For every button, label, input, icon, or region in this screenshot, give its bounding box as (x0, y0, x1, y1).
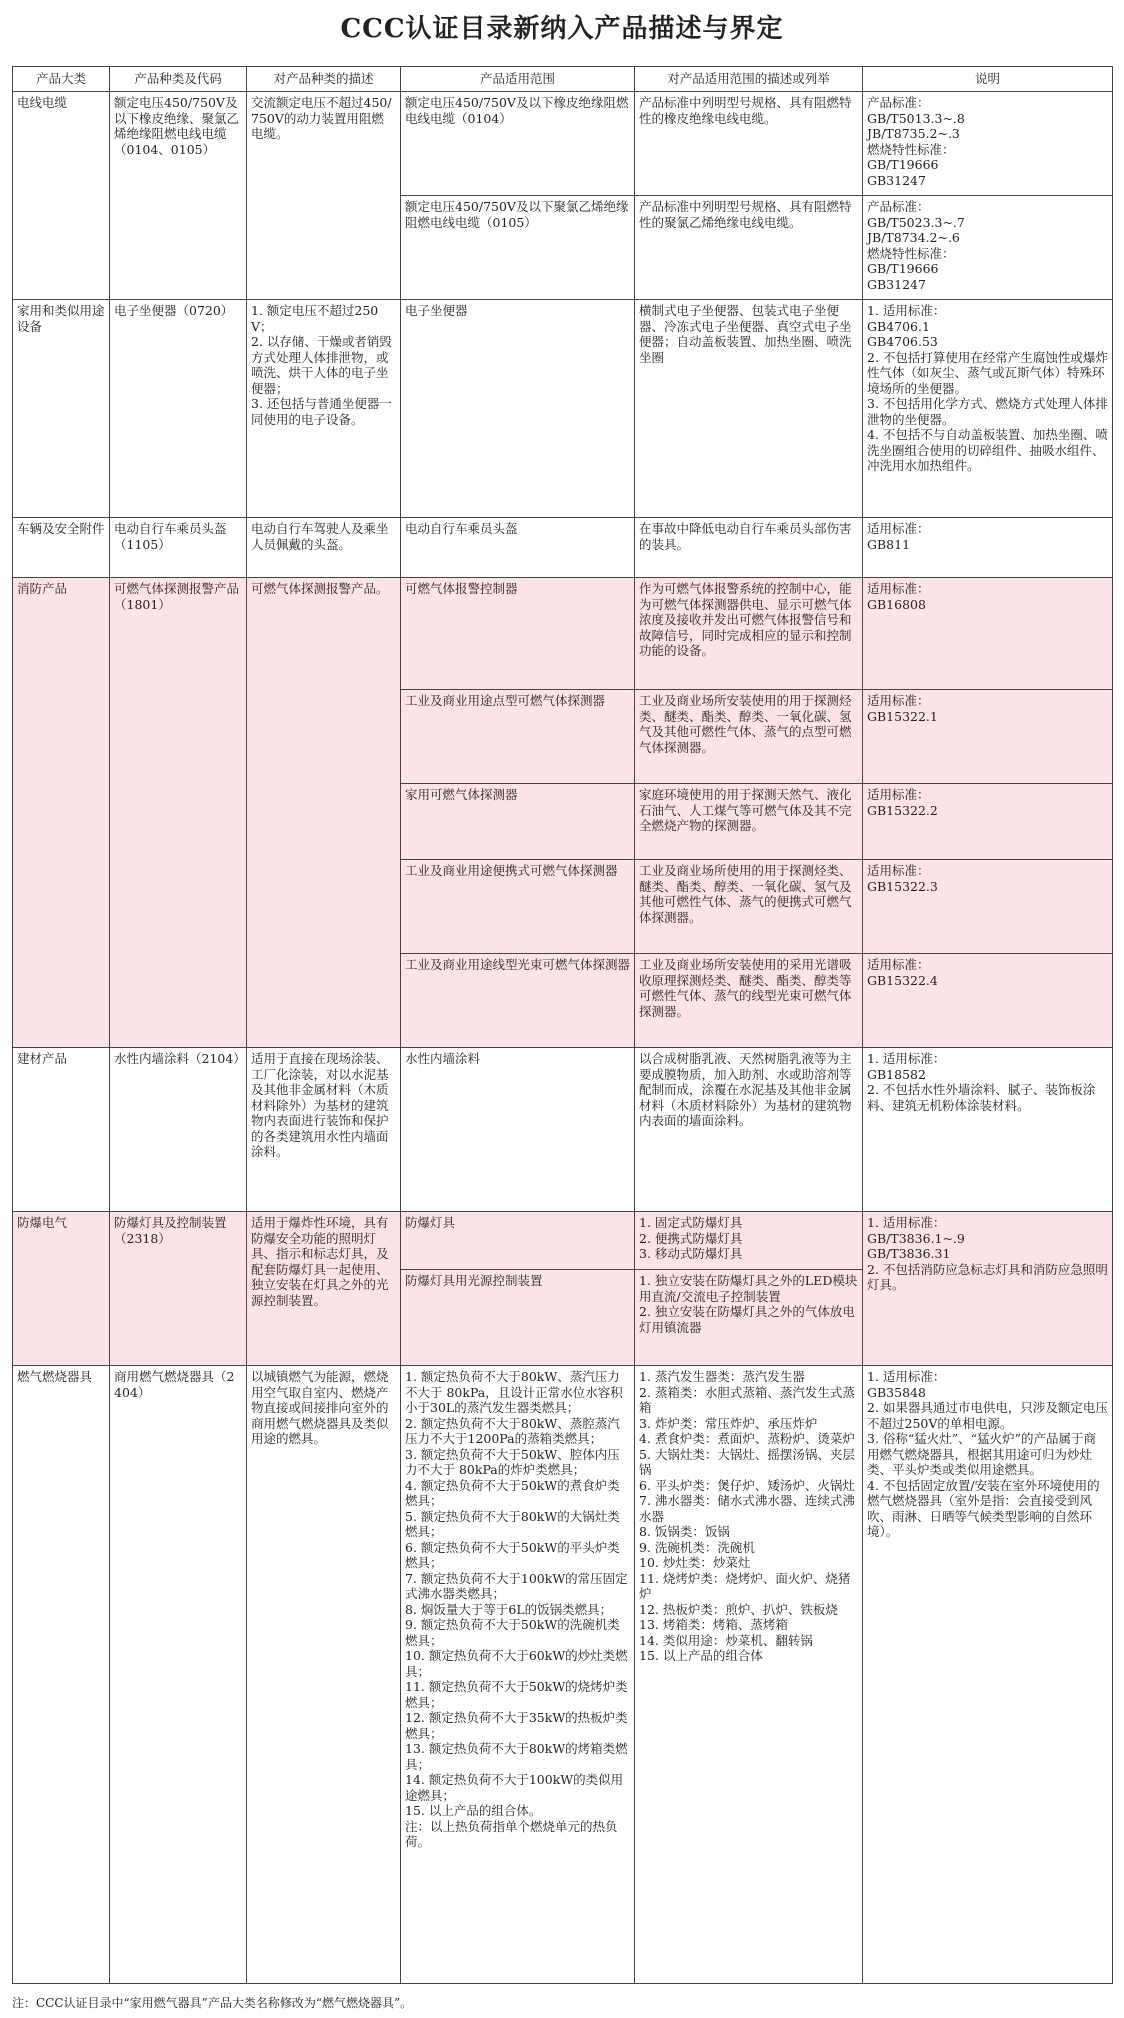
cell-category: 建材产品 (13, 1048, 110, 1212)
header-scope: 产品适用范围 (401, 67, 635, 92)
cell-scope-desc: 产品标准中列明型号规格、具有阻燃特性的聚氯乙烯绝缘电线电缆。 (635, 196, 863, 300)
cell-type-desc: 适用于爆炸性环境，具有防爆安全功能的照明灯具、指示和标志灯具，及配套防爆灯具一起使用、独立安装在灯具之外的光源控制装置。 (247, 1212, 401, 1366)
cell-category: 家用和类似用途设备 (13, 300, 110, 518)
page-title: CCC认证目录新纳入产品描述与界定 (340, 14, 784, 44)
cell-category: 电线电缆 (13, 92, 110, 300)
cell-scope: 防爆灯具 (401, 1212, 635, 1270)
cell-notes: 产品标准： GB/T5013.3~.8 JB/T8735.2~.3 燃烧特性标准： GB/T19666 GB31247 (863, 92, 1113, 196)
cell-scope: 额定电压450/750V及以下聚氯乙烯绝缘阻燃电线电缆（0105） (401, 196, 635, 300)
cell-scope: 电子坐便器 (401, 300, 635, 518)
cell-category: 防爆电气 (13, 1212, 110, 1366)
cell-scope: 工业及商业用途点型可燃气体探测器 (401, 690, 635, 784)
table-row (13, 1048, 1113, 1212)
table-row (13, 1212, 1113, 1270)
cell-type-desc: 电动自行车驾驶人及乘坐人员佩戴的头盔。 (247, 518, 401, 578)
cell-scope: 家用可燃气体探测器 (401, 784, 635, 860)
cell-type-code: 电动自行车乘员头盔（1105） (110, 518, 247, 578)
table-row (13, 92, 1113, 196)
footnote: 注：CCC认证目录中“家用燃气器具”产品大类名称修改为“燃气燃烧器具”。 (12, 1996, 413, 2010)
header-type-code: 产品种类及代码 (110, 67, 247, 92)
header-scope-desc: 对产品适用范围的描述或列举 (635, 67, 863, 92)
cell-notes: 1. 适用标准： GB18582 2. 不包括水性外墙涂料、腻子、装饰板涂料、建筑无机粉体涂装材料。 (863, 1048, 1113, 1212)
cell-scope-desc: 工业及商业场所安装使用的用于探测烃类、醚类、酯类、醇类、一氧化碳、氢气及其他可燃性气体、蒸气的点型可燃气体探测器。 (635, 690, 863, 784)
cell-scope: 防爆灯具用光源控制装置 (401, 1270, 635, 1366)
cell-scope-desc: 以合成树脂乳液、天然树脂乳液等为主要成膜物质，加入助剂、水或助溶剂等配制而成，涂覆在水泥基及其他非金属材料（木质材料除外）为基材的建筑物内表面的墙面涂料。 (635, 1048, 863, 1212)
cell-category: 车辆及安全附件 (13, 518, 110, 578)
cell-scope: 工业及商业用途线型光束可燃气体探测器 (401, 954, 635, 1048)
cell-scope-desc: 1. 独立安装在防爆灯具之外的LED模块用直流/交流电子控制装置 2. 独立安装在防爆灯具之外的气体放电灯用镇流器 (635, 1270, 863, 1366)
cell-type-desc: 交流额定电压不超过450/750V的动力装置用阻燃电缆。 (247, 92, 401, 300)
cell-type-desc: 以城镇燃气为能源，燃烧用空气取自室内、燃烧产物直接或间接排向室外的商用燃气燃烧器具及类似用途的燃具。 (247, 1366, 401, 1984)
cell-scope: 1. 额定热负荷不大于80kW、蒸汽压力不大于 80kPa，且设计正常水位水容积小于30L的蒸汽发生器类燃具； 2. 额定热负荷不大于80kW、蒸腔蒸汽压力不大于1200Pa的蒸箱类燃具； 3. 额定热负荷不大于50kW、腔体内压力不大于 80kPa的炸炉类燃具； 4. 额定热负荷不大于50kW的煮食炉类燃具； 5. 额定热负荷不大于80kW的大锅灶类燃具； 6. 额定热负荷不大于50kW的平头炉类燃具； 7. 额定热负荷不大于100kW的常压固定式沸水器类燃具； 8. 焖饭量大于等于6L的饭锅类燃具； 9. 额定热负荷不大于50kW的洗碗机类燃具； 10. 额定热负荷不大于60kW的炒灶类燃具； 11. 额定热负荷不大于50kW的烧烤炉类燃具； 12. 额定热负荷不大于35kW的热板炉类燃具； 13. 额定热负荷不大于80kW的烤箱类燃具； 14. 额定热负荷不大于100kW的类似用途燃具； 15. 以上产品的组合体。 注：以上热负荷指单个燃烧单元的热负荷。 (401, 1366, 635, 1984)
cell-category: 消防产品 (13, 578, 110, 1048)
header-type-desc: 对产品种类的描述 (247, 67, 401, 92)
cell-scope-desc: 工业及商业场所使用的用于探测烃类、醚类、酯类、醇类、一氧化碳、氢气及其他可燃性气体、蒸气的便携式可燃气体探测器。 (635, 860, 863, 954)
cell-scope-desc: 产品标准中列明型号规格、具有阻燃特性的橡皮绝缘电线电缆。 (635, 92, 863, 196)
cell-type-code: 可燃气体探测报警产品（1801） (110, 578, 247, 1048)
cell-scope: 额定电压450/750V及以下橡皮绝缘阻燃电线电缆（0104） (401, 92, 635, 196)
cell-notes: 1. 适用标准： GB/T3836.1~.9 GB/T3836.31 2. 不包括消防应急标志灯具和消防应急照明灯具。 (863, 1212, 1113, 1366)
cell-notes: 适用标准： GB16808 (863, 578, 1113, 690)
cell-category: 燃气燃烧器具 (13, 1366, 110, 1984)
cell-notes: 适用标准： GB15322.2 (863, 784, 1113, 860)
cell-type-code: 防爆灯具及控制装置（2318） (110, 1212, 247, 1366)
cell-scope-desc: 1. 蒸汽发生器类：蒸汽发生器 2. 蒸箱类：水胆式蒸箱、蒸汽发生式蒸箱 3. 炸炉类：常压炸炉、承压炸炉 4. 煮食炉类：煮面炉、蒸粉炉、烫菜炉 5. 大锅灶类：大锅灶、摇摆汤锅、夹层锅 6. 平头炉类：煲仔炉、矮汤炉、火锅灶 7. 沸水器类：储水式沸水器、连续式沸水器 8. 饭锅类：饭锅 9. 洗碗机类：洗碗机 10. 炒灶类：炒菜灶 11. 烧烤炉类：烧烤炉、面火炉、烧猪炉 12. 热板炉类：煎炉、扒炉、铁板烧 13. 烤箱类：烤箱、蒸烤箱 14. 类似用途：炒菜机、翻转锅 15. 以上产品的组合体 (635, 1366, 863, 1984)
cell-type-code: 电子坐便器（0720） (110, 300, 247, 518)
cell-scope: 水性内墙涂料 (401, 1048, 635, 1212)
cell-notes: 适用标准： GB15322.3 (863, 860, 1113, 954)
header-category: 产品大类 (13, 67, 110, 92)
header-notes: 说明 (863, 67, 1113, 92)
cell-notes: 1. 适用标准： GB35848 2. 如果器具通过市电供电，只涉及额定电压不超过250V的单相电源。 3. 俗称“猛火灶”、“猛火炉”的产品属于商用燃气燃烧器具，根据其用途可归为炒灶类、平头炉类或类似用途燃具。 4. 不包括固定放置/安装在室外环境使用的燃气燃烧器具（室外是指：会直接受到风吹、雨淋、日晒等气候类型影响的自然环境）。 (863, 1366, 1113, 1984)
cell-type-desc: 适用于直接在现场涂装、工厂化涂装，对以水泥基及其他非金属材料（木质材料除外）为基材的建筑物内表面进行装饰和保护的各类建筑用水性内墙面涂料。 (247, 1048, 401, 1212)
table-row (13, 1366, 1113, 1984)
table-row (13, 518, 1113, 578)
cell-scope: 工业及商业用途便携式可燃气体探测器 (401, 860, 635, 954)
cell-scope-desc: 在事故中降低电动自行车乘员头部伤害的装具。 (635, 518, 863, 578)
cell-notes: 适用标准： GB15322.1 (863, 690, 1113, 784)
cell-scope: 可燃气体报警控制器 (401, 578, 635, 690)
cell-notes: 1. 适用标准： GB4706.1 GB4706.53 2. 不包括打算使用在经常产生腐蚀性或爆炸性气体（如灰尘、蒸气或瓦斯气体）特殊环境场所的坐便器。 3. 不包括用化学方式、燃烧方式处理人体排泄物的坐便器。 4. 不包括不与自动盖板装置、加热坐圈、喷洗坐圈组合使用的切碎组件、抽吸水组件、冲洗用水加热组件。 (863, 300, 1113, 518)
cell-type-code: 水性内墙涂料（2104） (110, 1048, 247, 1212)
cell-notes: 产品标准： GB/T5023.3~.7 JB/T8734.2~.6 燃烧特性标准： GB/T19666 GB31247 (863, 196, 1113, 300)
cell-notes: 适用标准： GB811 (863, 518, 1113, 578)
table-header-row (13, 67, 1113, 92)
cell-scope-desc: 工业及商业场所安装使用的采用光谱吸收原理探测烃类、醚类、酯类、醇类等可燃性气体、蒸气的线型光束可燃气体探测器。 (635, 954, 863, 1048)
table-row (13, 578, 1113, 690)
table-row (13, 300, 1113, 518)
cell-type-code: 商用燃气燃烧器具（2404） (110, 1366, 247, 1984)
cell-type-desc: 1. 额定电压不超过250V； 2. 以存储、干燥或者销毁方式处理人体排泄物，或喷洗、烘干人体的电子坐便器； 3. 还包括与普通坐便器一同使用的电子设备。 (247, 300, 401, 518)
cell-scope-desc: 作为可燃气体报警系统的控制中心，能为可燃气体探测器供电、显示可燃气体浓度及接收并发出可燃气体报警信号和故障信号，同时完成相应的显示和控制功能的设备。 (635, 578, 863, 690)
cell-scope: 电动自行车乘员头盔 (401, 518, 635, 578)
cell-type-desc: 可燃气体探测报警产品。 (247, 578, 401, 1048)
cell-type-code: 额定电压450/750V及以下橡皮绝缘、聚氯乙烯绝缘阻燃电线电缆（0104、0105） (110, 92, 247, 300)
cell-scope-desc: 横制式电子坐便器、包装式电子坐便器、冷冻式电子坐便器、真空式电子坐便器；自动盖板装置、加热坐圈、喷洗坐圈 (635, 300, 863, 518)
cell-scope-desc: 家庭环境使用的用于探测天然气、液化石油气、人工煤气等可燃气体及其不完全燃烧产物的探测器。 (635, 784, 863, 860)
cell-notes: 适用标准： GB15322.4 (863, 954, 1113, 1048)
catalog-table (12, 66, 1113, 1984)
cell-scope-desc: 1. 固定式防爆灯具 2. 便携式防爆灯具 3. 移动式防爆灯具 (635, 1212, 863, 1270)
